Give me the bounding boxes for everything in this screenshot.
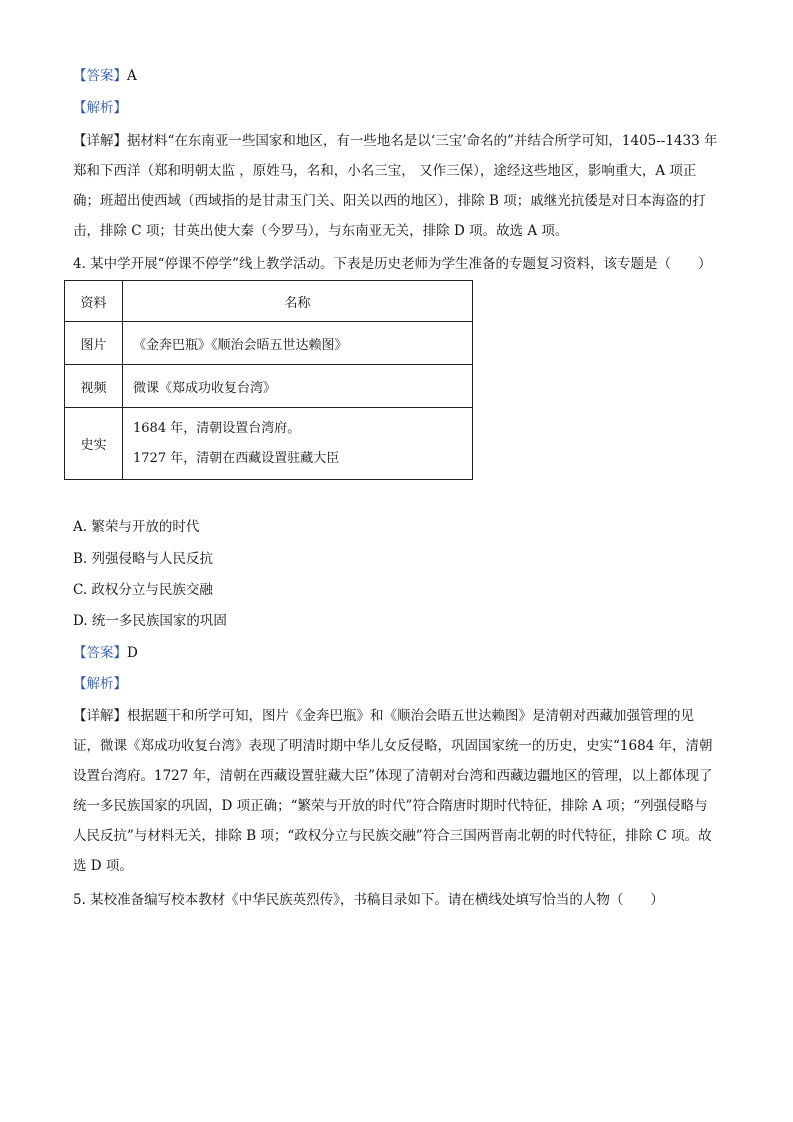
answer-tag: 【答案】	[73, 68, 127, 84]
table-content-cell: 微课《郑成功收复台湾》	[123, 365, 473, 408]
q4-stem: 4. 某中学开展“停课不停学”线上教学活动。下表是历史老师为学生准备的专题复习资料，该专题是（ ）	[73, 256, 712, 272]
option-b: B. 列强侵略与人民反抗	[73, 551, 214, 567]
q5-stem: 5. 某校准备编写校本教材《中华民族英烈传》，书稿目录如下。请在横线处填写恰当的人物（ ）	[73, 892, 664, 908]
answer-value: A	[127, 68, 137, 84]
table-header-cell: 名称	[123, 281, 473, 322]
q4-detail-paragraph	[73, 701, 721, 881]
option-d: D. 统一多民族国家的巩固	[73, 613, 227, 629]
q4-answer-line	[73, 643, 138, 663]
detail-tag: 【详解】	[73, 708, 127, 724]
table-header-cell: 资料	[65, 281, 123, 322]
detail-line: 【详解】据材料“在东南亚一些国家和地区，有一些地名是以‘三宝’命名的”并结合所学可知，1405--1433 年	[73, 133, 718, 149]
option-c: C. 政权分立与民族交融	[73, 582, 213, 598]
analysis-tag: 【解析】	[73, 676, 127, 692]
detail-line: 【详解】根据题干和所学可知，图片《金奔巴瓶》和《顺治会晤五世达赖图》是清朝对西藏加强管理的见	[73, 708, 694, 724]
detail-line: 统一多民族国家的巩固，D 项正确；“繁荣与开放的时代”符合隋唐时期时代特征，排除 A 项；“列强侵略与	[73, 798, 708, 814]
table-row	[65, 408, 473, 480]
table-content-cell	[123, 408, 473, 480]
q3-analysis-line	[73, 98, 127, 118]
analysis-tag: 【解析】	[73, 100, 127, 116]
table-type-cell: 视频	[65, 365, 123, 408]
detail-line: 设置台湾府。1727 年，清朝在西藏设置驻藏大臣”体现了清朝对台湾和西藏边疆地区的管理，以上都体现了	[73, 768, 713, 784]
answer-value: D	[127, 645, 138, 661]
option-a: A. 繁荣与开放的时代	[73, 519, 200, 535]
table-row	[65, 365, 473, 408]
table-content-cell: 《金奔巴瓶》《顺治会晤五世达赖图》	[123, 322, 473, 365]
q3-answer-line	[73, 66, 137, 86]
fact-line: 1727 年，清朝在西藏设置驻藏大臣	[133, 450, 340, 466]
detail-line: 人民反抗”与材料无关，排除 B 项；“政权分立与民族交融”符合三国两晋南北朝的时代特征，排除 C 项。故	[73, 828, 712, 844]
q4-material-table	[64, 280, 473, 480]
detail-line: 确；班超出使西域（西域指的是甘肃玉门关、阳关以西的地区），排除 B 项；戚继光抗倭是对日本海盗的打	[73, 193, 706, 209]
q4-analysis-line	[73, 674, 127, 694]
table-row	[65, 322, 473, 365]
detail-line: 击，排除 C 项；甘英出使大秦（今罗马），与东南亚无关，排除 D 项。故选 A 项。	[73, 223, 569, 239]
detail-tag: 【详解】	[73, 133, 127, 149]
answer-tag: 【答案】	[73, 645, 127, 661]
detail-line: 证，微课《郑成功收复台湾》表现了明清时期中华儿女反侵略，巩固国家统一的历史，史实“1684 年，清朝	[73, 738, 713, 754]
detail-line: 郑和下西洋（郑和明朝太监 ，原姓马，名和，小名三宝， 又作三保），途经这些地区，影响重大，A 项正	[73, 163, 697, 179]
table-type-cell: 图片	[65, 322, 123, 365]
fact-line: 1684 年，清朝设置台湾府。	[133, 420, 301, 436]
table-type-cell: 史实	[65, 408, 123, 480]
detail-line: 选 D 项。	[73, 858, 133, 874]
table-header-row	[65, 281, 473, 322]
q3-detail-paragraph	[73, 126, 721, 246]
